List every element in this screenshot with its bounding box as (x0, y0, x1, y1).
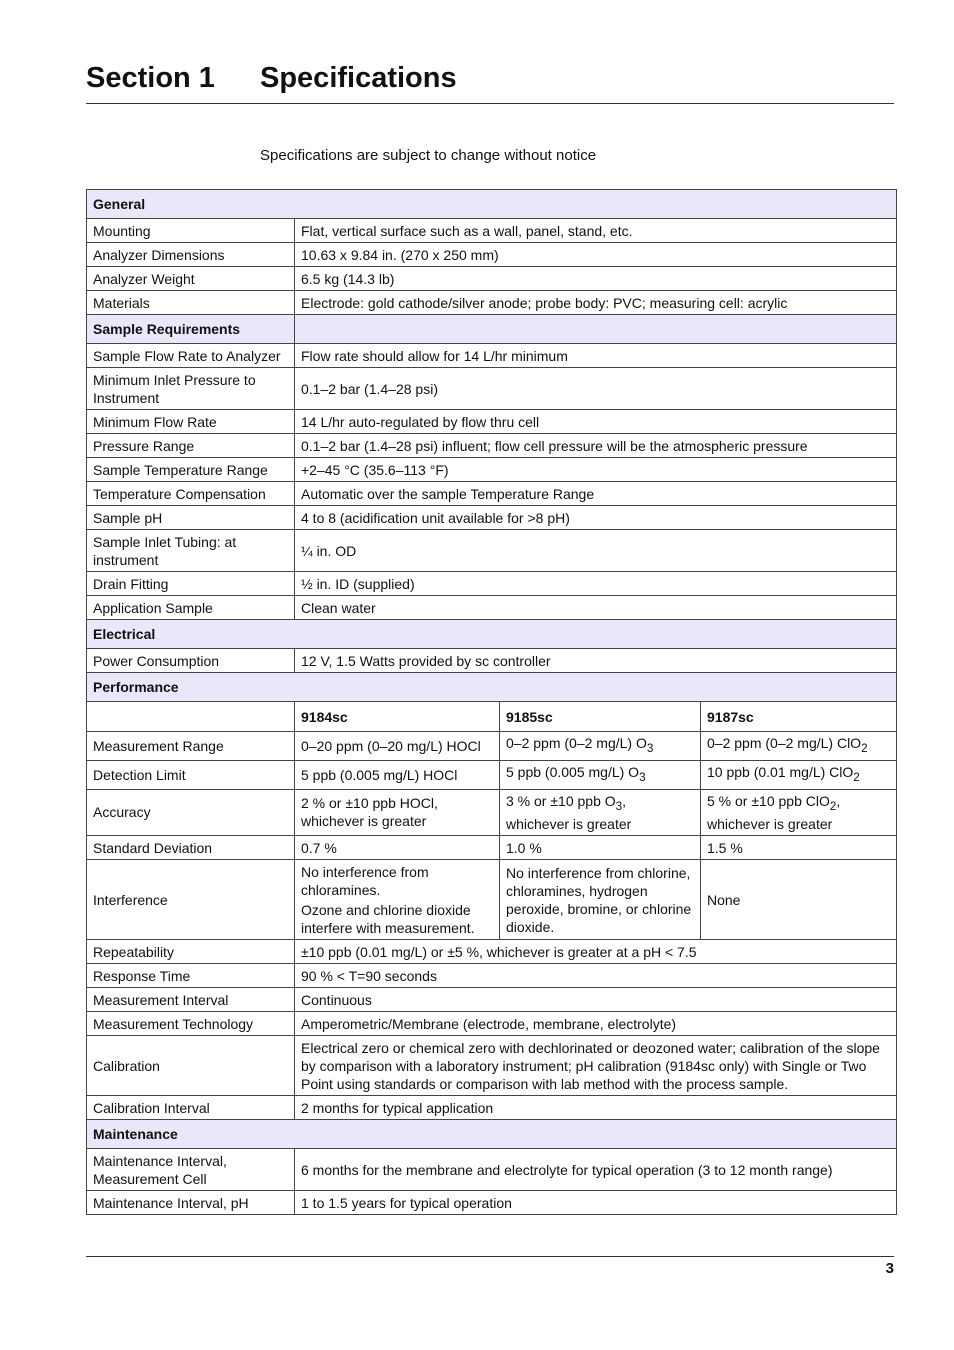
section-number: Section 1 (86, 62, 215, 94)
model-header-blank (87, 702, 295, 732)
spec-value: ½ in. ID (supplied) (295, 572, 897, 596)
spec-value: Continuous (295, 988, 897, 1012)
specifications-notice: Specifications are subject to change without notice (260, 147, 597, 164)
spec-value: No interference from chlorine, chloramines, hydrogen peroxide, bromine, or chlorine dioxide. (500, 860, 701, 940)
table-row (87, 458, 897, 482)
table-row (87, 506, 897, 530)
section-maintenance (87, 1120, 897, 1149)
spec-value: 4 to 8 (acidification unit available for >8 pH) (295, 506, 897, 530)
spec-label: Measurement Technology (87, 1012, 295, 1036)
spec-value (500, 789, 701, 836)
table-row (87, 964, 897, 988)
table-row (87, 649, 897, 673)
spec-label: Calibration (87, 1036, 295, 1096)
section-heading: Sample Requirements (87, 315, 295, 344)
table-row (87, 760, 897, 789)
spec-value: 6.5 kg (14.3 lb) (295, 267, 897, 291)
page-number: 3 (885, 1260, 894, 1277)
section-heading: General (87, 190, 897, 219)
spec-value: 1.5 % (701, 836, 897, 860)
table-row (87, 1096, 897, 1120)
table-row (87, 482, 897, 506)
table-row (87, 344, 897, 368)
table-row (87, 267, 897, 291)
spec-value: 10.63 x 9.84 in. (270 x 250 mm) (295, 243, 897, 267)
spec-label: Minimum Flow Rate (87, 410, 295, 434)
table-row (87, 291, 897, 315)
specifications-table (86, 189, 897, 1215)
model-header-9187sc: 9187sc (701, 702, 897, 732)
section-header (86, 60, 894, 104)
table-row (87, 434, 897, 458)
section-sample-requirements (87, 315, 897, 344)
table-row (87, 1191, 897, 1215)
spec-value (295, 860, 500, 940)
spec-value: None (701, 860, 897, 940)
spec-label: Repeatability (87, 940, 295, 964)
value-paragraph: No interference from chloramines. (301, 863, 429, 898)
spec-label: Interference (87, 860, 295, 940)
table-row (87, 243, 897, 267)
spec-label: Sample pH (87, 506, 295, 530)
value-text: 10 ppb (0.01 mg/L) ClO (707, 763, 854, 780)
spec-value (701, 789, 897, 836)
spec-value: 90 % < T=90 seconds (295, 964, 897, 988)
section-general (87, 190, 897, 219)
table-row (87, 368, 897, 410)
value-line (707, 792, 890, 816)
section-title: Specifications (260, 62, 457, 94)
table-row (87, 940, 897, 964)
value-line: whichever is greater (301, 813, 427, 830)
spec-label: Sample Inlet Tubing: at instrument (87, 530, 295, 572)
spec-value (701, 760, 897, 789)
spec-label: Application Sample (87, 596, 295, 620)
spec-label: Maintenance Interval, Measurement Cell (87, 1149, 295, 1191)
spec-label: Measurement Interval (87, 988, 295, 1012)
subscript: 3 (615, 799, 623, 813)
spec-value: 12 V, 1.5 Watts provided by sc controller (295, 649, 897, 673)
table-row (87, 219, 897, 243)
spec-label: Mounting (87, 219, 295, 243)
section-heading-blank (295, 315, 897, 344)
model-header-row (87, 702, 897, 732)
spec-label: Analyzer Weight (87, 267, 295, 291)
spec-value: Amperometric/Membrane (electrode, membrane, electrolyte) (295, 1012, 897, 1036)
spec-label: Analyzer Dimensions (87, 243, 295, 267)
spec-value: 14 L/hr auto-regulated by flow thru cell (295, 410, 897, 434)
footer-divider (86, 1256, 894, 1257)
spec-value: Clean water (295, 596, 897, 620)
spec-label: Drain Fitting (87, 572, 295, 596)
spec-label: Pressure Range (87, 434, 295, 458)
section-heading: Electrical (87, 620, 897, 649)
model-header-9185sc: 9185sc (500, 702, 701, 732)
table-row (87, 732, 897, 761)
table-row (87, 1036, 897, 1096)
spec-value: ±10 ppb (0.01 mg/L) or ±5 %, whichever is greater at a pH < 7.5 (295, 940, 897, 964)
subscript: 3 (639, 770, 646, 784)
table-row (87, 988, 897, 1012)
value-line: whichever is greater (707, 816, 833, 833)
spec-value: Electrical zero or chemical zero with dechlorinated or deozoned water; calibration of the slope by comparison with a laboratory instrument; pH calibration (9184sc only) with Single or Two Point using standards or comparison with lab method with the process sample. (295, 1036, 897, 1096)
spec-value: ¼ in. OD (295, 530, 897, 572)
table-row (87, 572, 897, 596)
spec-label: Power Consumption (87, 649, 295, 673)
spec-value: 1 to 1.5 years for typical operation (295, 1191, 897, 1215)
spec-value: 0.1–2 bar (1.4–28 psi) influent; flow cell pressure will be the atmospheric pressure (295, 434, 897, 458)
spec-value: Electrode: gold cathode/silver anode; probe body: PVC; measuring cell: acrylic (295, 291, 897, 315)
value-line: 2 % or ±10 ppb HOCl, (301, 795, 438, 812)
spec-value: 0–20 ppm (0–20 mg/L) HOCl (295, 732, 500, 761)
spec-value: 5 ppb (0.005 mg/L) HOCl (295, 760, 500, 789)
value-paragraph: Ozone and chlorine dioxide interfere with measurement. (301, 901, 475, 936)
spec-label: Maintenance Interval, pH (87, 1191, 295, 1215)
value-line (506, 792, 694, 816)
spec-label: Measurement Range (87, 732, 295, 761)
table-row (87, 596, 897, 620)
value-text: 5 % or ±10 ppb ClO (707, 792, 830, 809)
spec-label: Minimum Inlet Pressure to Instrument (87, 368, 295, 410)
value-text: 3 % or ±10 ppb O (506, 792, 616, 809)
table-row (87, 836, 897, 860)
value-text: , (836, 792, 841, 809)
section-heading: Maintenance (87, 1120, 897, 1149)
spec-value: 6 months for the membrane and electrolyte for typical operation (3 to 12 month range) (295, 1149, 897, 1191)
spec-value (500, 760, 701, 789)
subscript: 2 (829, 799, 837, 813)
spec-label: Accuracy (87, 789, 295, 836)
spec-value (701, 732, 897, 761)
value-line: whichever is greater (506, 816, 632, 833)
spec-label: Standard Deviation (87, 836, 295, 860)
section-electrical (87, 620, 897, 649)
table-row (87, 1149, 897, 1191)
spec-label: Materials (87, 291, 295, 315)
spec-value: Flow rate should allow for 14 L/hr minimum (295, 344, 897, 368)
spec-label: Detection Limit (87, 760, 295, 789)
spec-value: 1.0 % (500, 836, 701, 860)
section-heading: Performance (87, 673, 897, 702)
table-row (87, 860, 897, 940)
subscript: 2 (853, 770, 860, 784)
value-text: 5 ppb (0.005 mg/L) O (506, 763, 640, 780)
table-row (87, 410, 897, 434)
section-performance (87, 673, 897, 702)
table-row (87, 530, 897, 572)
spec-label: Calibration Interval (87, 1096, 295, 1120)
spec-value: 2 months for typical application (295, 1096, 897, 1120)
spec-value: Flat, vertical surface such as a wall, panel, stand, etc. (295, 219, 897, 243)
table-row (87, 789, 897, 836)
value-text: 0–2 ppm (0–2 mg/L) O (506, 735, 647, 751)
value-text: 0–2 ppm (0–2 mg/L) ClO (707, 735, 862, 751)
spec-label: Sample Temperature Range (87, 458, 295, 482)
table-row (87, 1012, 897, 1036)
spec-value: Automatic over the sample Temperature Range (295, 482, 897, 506)
subscript: 3 (646, 741, 654, 755)
spec-value: 0.7 % (295, 836, 500, 860)
subscript: 2 (861, 741, 868, 755)
spec-label: Temperature Compensation (87, 482, 295, 506)
spec-value (295, 789, 500, 836)
page-title (86, 60, 894, 96)
spec-value: 0.1–2 bar (1.4–28 psi) (295, 368, 897, 410)
spec-value: +2–45 °C (35.6–113 °F) (295, 458, 897, 482)
model-header-9184sc: 9184sc (295, 702, 500, 732)
spec-value (500, 732, 701, 761)
spec-label: Sample Flow Rate to Analyzer (87, 344, 295, 368)
spec-label: Response Time (87, 964, 295, 988)
value-text: , (622, 792, 627, 809)
